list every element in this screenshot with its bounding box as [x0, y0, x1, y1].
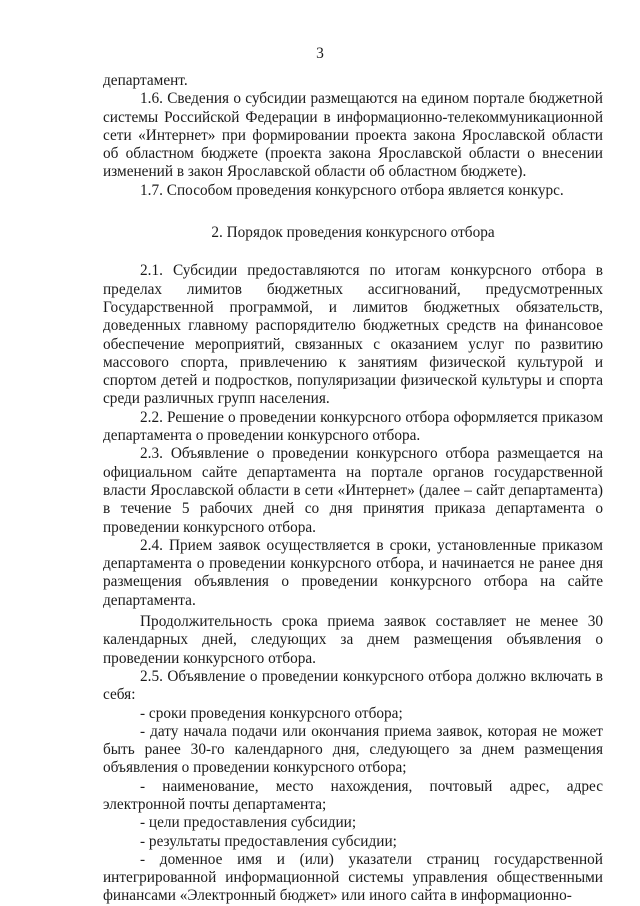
- list-item: - сроки проведения конкурсного отбора;: [140, 704, 403, 722]
- paragraph-continuation: департамент.: [103, 72, 188, 89]
- section-heading: 2. Порядок проведения конкурсного отбора: [211, 224, 495, 242]
- page-number: 3: [316, 45, 324, 62]
- list-item: - цели предоставления субсидии;: [140, 814, 357, 832]
- paragraph-2-4: 2.4. Прием заявок осуществляется в сроки, установленные приказом департамента о проведении конкурсного отбора, и начинается не ранее дня размещения объявления о проведении конкурсного отбора на сайте департамента.: [103, 536, 603, 609]
- list-item: - дату начала подачи или окончания приема заявок, которая не может быть ранее 30-го календарного дня, следующего за днем размещения объявления о проведении конкурсного отбора;: [103, 722, 603, 777]
- paragraph-1-6: 1.6. Сведения о субсидии размещаются на едином портале бюджетной системы Российской Федерации в информационно-телекоммуникационной сети «Интернет» при формировании проекта закона Ярославской области об областном бюджете (проекта закона Ярославской области о внесении изменений в закон Ярославской области об областном бюджете).: [103, 90, 603, 181]
- paragraph-2-1: 2.1. Субсидии предоставляются по итогам конкурсного отбора в пределах лимитов бюджетных ассигнований, предусмотренных Государственной программой, и лимитов бюджетных обязательств, доведенных главному распорядителю бюджетных средств на финансовое обеспечение мероприятий, связанных с оказанием услуг по развитию массового спорта, привлечению к занятиям физической культурой и спортом детей и подростков, популяризации физической культуры и спорта среди различных групп населения.: [103, 262, 603, 408]
- list-item: - наименование, место нахождения, почтовый адрес, адрес электронной почты департамента;: [103, 777, 603, 813]
- list-item: - доменное имя и (или) указатели страниц государственной интегрированной информационной системы управления общественными финансами «Электронный бюджет» или иного сайта в информационно-: [103, 850, 603, 905]
- paragraph-duration: Продолжительность срока приема заявок составляет не менее 30 календарных дней, следующих за днем размещения объявления о проведении конкурсного отбора.: [103, 613, 603, 667]
- paragraph-2-2: 2.2. Решение о проведении конкурсного отбора оформляется приказом департамента о проведении конкурсного отбора.: [103, 408, 603, 445]
- paragraph-2-5: 2.5. Объявление о проведении конкурсного отбора должно включать в себя:: [103, 667, 603, 704]
- paragraph-2-3: 2.3. Объявление о проведении конкурсного отбора размещается на официальном сайте департамента на портале органов государственной власти Ярославской области в сети «Интернет» (далее – сайт департамента) в течение 5 рабочих дней со дня принятия приказа департамента о проведении конкурсного отбора.: [103, 445, 603, 536]
- document-body: [103, 72, 603, 906]
- list-item: - результаты предоставления субсидии;: [140, 832, 397, 850]
- paragraph-1-7: 1.7. Способом проведения конкурсного отбора является конкурс.: [140, 181, 564, 199]
